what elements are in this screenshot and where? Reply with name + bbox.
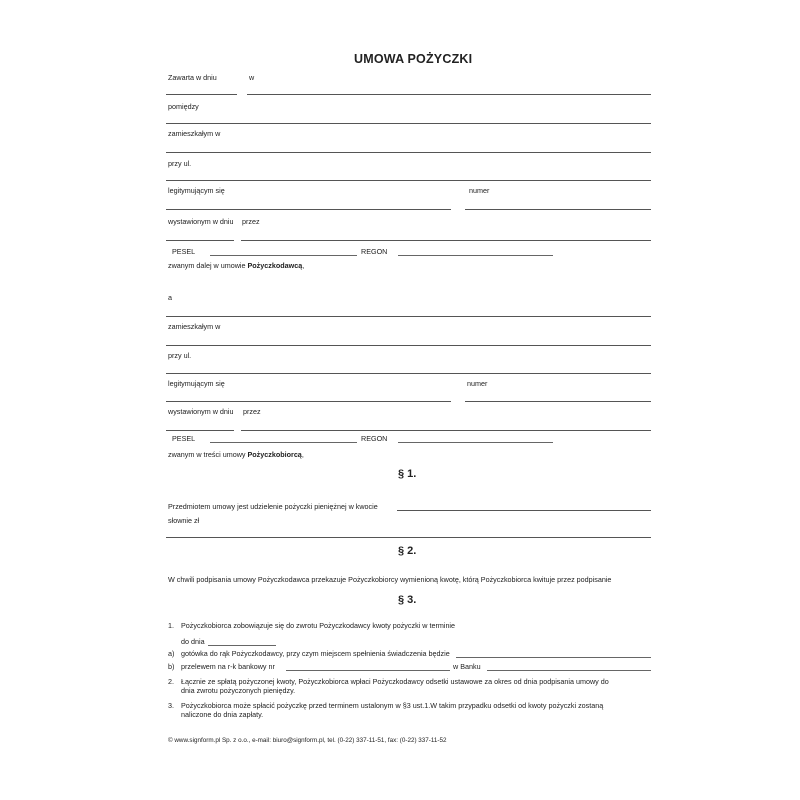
party2-issued-date-line[interactable] <box>166 430 234 431</box>
due-date-line[interactable] <box>208 645 276 646</box>
party2-przez-label: przez <box>243 407 261 416</box>
party2-street-label: przy ul. <box>168 351 192 360</box>
item3-line2: naliczone do dnia zapłaty. <box>181 710 264 719</box>
party2-street-line[interactable] <box>166 373 651 374</box>
w-label: w <box>249 73 255 82</box>
item2-line1: Łącznie ze spłatą pożyczonej kwoty, Pożyczkobiorca wpłaci Pożyczkodawcy odsetki ustawowe za okres od dnia podpisania umowy do <box>181 677 609 686</box>
party1-przez-label: przez <box>242 217 260 226</box>
item2-number: 2. <box>168 677 174 686</box>
party2-issuer-line[interactable] <box>241 430 651 431</box>
option-a-text: gotówka do rąk Pożyczkodawcy, przy czym miejscem spełnienia świadczenia będzie <box>181 649 450 658</box>
section-2-heading: § 2. <box>398 545 417 557</box>
party2-numer-line[interactable] <box>465 401 651 402</box>
party2-address-label: zamieszkałym w <box>168 322 221 331</box>
do-dnia-label: do dnia <box>181 637 205 646</box>
party1-regon-label: REGON <box>361 247 388 256</box>
party2-regon-label: REGON <box>361 434 388 443</box>
item2-line2: dnia zwrotu pożyczonych pieniędzy. <box>181 686 296 695</box>
party2-regon-line[interactable] <box>398 442 553 443</box>
party1-regon-line[interactable] <box>398 255 553 256</box>
party1-issued-date-line[interactable] <box>166 240 234 241</box>
amount-in-words-line[interactable] <box>166 537 651 538</box>
party1-id-line[interactable] <box>166 209 451 210</box>
party1-role-bold: Pożyczkodawcą <box>247 261 303 270</box>
option-b-text: przelewem na r-k bankowy nr <box>181 662 275 671</box>
item1-number: 1. <box>168 621 174 630</box>
section-3-heading: § 3. <box>398 594 417 606</box>
party2-address-line[interactable] <box>166 345 651 346</box>
bank-account-line[interactable] <box>286 670 450 671</box>
party1-role-suffix: , <box>302 261 305 270</box>
option-b-label: b) <box>168 662 175 671</box>
party1-numer-line[interactable] <box>465 209 651 210</box>
party2-id-label: legitymującym się <box>168 379 225 388</box>
w-banku-label: w Banku <box>453 662 481 671</box>
party2-role-text <box>168 451 304 458</box>
party2-role-bold: Pożyczkobiorcą <box>247 450 302 459</box>
option-a-label: a) <box>168 649 175 658</box>
party1-issuer-line[interactable] <box>241 240 651 241</box>
section-1-heading: § 1. <box>398 468 417 480</box>
party1-street-label: przy ul. <box>168 159 192 168</box>
party1-role-text <box>168 262 304 269</box>
place-field-line[interactable] <box>247 94 651 95</box>
party1-pesel-label: PESEL <box>172 247 196 256</box>
party1-street-line[interactable] <box>166 180 651 181</box>
party1-address-label: zamieszkałym w <box>168 129 221 138</box>
item3-line1: Pożyczkobiorca może spłacić pożyczkę przed terminem ustalonym w §3 ust.1.W takim przypadku odsetki od kwoty pożyczki zostaną <box>181 701 604 710</box>
pomiedzy-label: pomiędzy <box>168 102 199 111</box>
bank-name-line[interactable] <box>487 670 651 671</box>
party2-issued-label: wystawionym w dniu <box>168 407 234 416</box>
section-1-text: Przedmiotem umowy jest udzielenie pożyczki pieniężnej w kwocie <box>168 502 378 511</box>
section-2-text: W chwili podpisania umowy Pożyczkodawca przekazuje Pożyczkobiorcy wymienioną kwotę, którą Pożyczkobiorca kwituje przez podpisanie <box>168 575 612 584</box>
party1-role-prefix: zwanym dalej w umowie <box>168 261 248 270</box>
loan-amount-line[interactable] <box>397 510 651 511</box>
party1-pesel-line[interactable] <box>210 255 357 256</box>
slownie-label: słownie zł <box>168 516 200 525</box>
footer-copyright: © www.signform.pl Sp. z o.o., e-mail: biuro@signform.pl, tel. (0-22) 337-11-51, fax: (0-22) 337-11-52 <box>168 737 447 744</box>
party2-pesel-line[interactable] <box>210 442 357 443</box>
document-title: UMOWA POŻYCZKI <box>354 52 473 66</box>
payment-place-line[interactable] <box>456 657 651 658</box>
zawarta-label: Zawarta w dniu <box>168 73 217 82</box>
party2-pesel-label: PESEL <box>172 434 196 443</box>
party1-id-label: legitymującym się <box>168 186 225 195</box>
party2-numer-label: numer <box>467 379 488 388</box>
party1-issued-label: wystawionym w dniu <box>168 217 234 226</box>
date-field-line[interactable] <box>166 94 237 95</box>
item1-text: Pożyczkobiorca zobowiązuje się do zwrotu Pożyczkodawcy kwoty pożyczki w terminie <box>181 621 456 630</box>
a-label: a <box>168 293 172 302</box>
party2-role-prefix: zwanym w treści umowy <box>168 450 248 459</box>
item3-number: 3. <box>168 701 174 710</box>
party2-id-line[interactable] <box>166 401 451 402</box>
party1-name-line[interactable] <box>166 123 651 124</box>
party2-role-suffix: , <box>301 450 304 459</box>
party2-name-line[interactable] <box>166 316 651 317</box>
party1-numer-label: numer <box>469 186 490 195</box>
party1-address-line[interactable] <box>166 152 651 153</box>
